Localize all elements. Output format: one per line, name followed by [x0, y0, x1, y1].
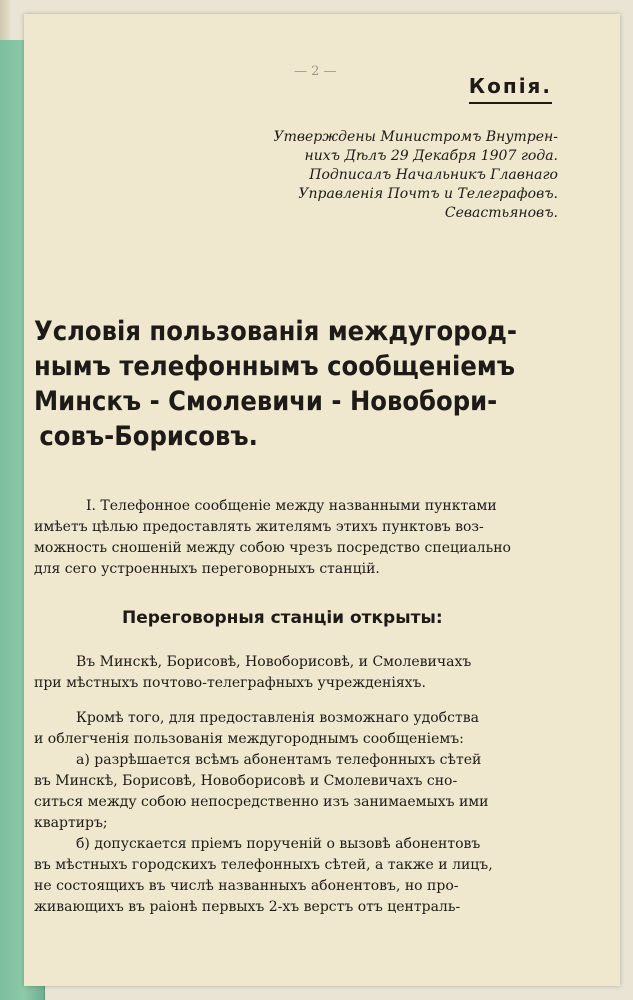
text-line: Въ Минскѣ, Борисовѣ, Новоборисовѣ, и Смолевичахъ: [76, 654, 472, 670]
text-line: Кромѣ того, для предоставленія возможнаго удобства: [76, 710, 479, 726]
section-1-paragraph: [34, 496, 562, 580]
approval-line: нихъ Дѣлъ 29 Декабря 1907 года.: [304, 148, 558, 164]
document-page: [24, 14, 620, 986]
text-line: квартиръ;: [34, 815, 108, 831]
copy-stamp: Копія.: [469, 74, 552, 104]
stations-heading: Переговорныя станціи открыты:: [122, 608, 443, 628]
text-line: для сего устроенныхъ переговорныхъ станцій.: [34, 561, 380, 577]
title-line: совъ-Борисовъ.: [39, 421, 258, 452]
text-line: не состоящихъ въ числѣ названныхъ абонентовъ, но про-: [34, 878, 459, 894]
title-line: Условія пользованія междугород-: [34, 316, 518, 347]
text-line: б) допускается пріемъ порученій о вызовѣ абонентовъ: [76, 836, 481, 852]
approval-line: Управленія Почтъ и Телеграфовъ.: [298, 186, 558, 202]
stations-paragraph: [34, 652, 562, 694]
text-line: а) разрѣшается всѣмъ абонентамъ телефонныхъ сѣтей: [76, 752, 482, 768]
approval-note: [238, 128, 558, 223]
text-line: и облегченія пользованія междугороднымъ сообщеніемъ:: [34, 731, 464, 747]
text-line: имѣетъ цѣлью предоставлять жителямъ этихъ пунктовъ воз-: [34, 519, 484, 535]
document-title: [34, 314, 520, 454]
page-number: — 2 —: [294, 64, 337, 79]
text-line: въ мѣстныхъ городскихъ телефонныхъ сѣтей, а также и лицъ,: [34, 857, 493, 873]
text-line: живающихъ въ раіонѣ первыхъ 2-хъ верстъ отъ централь-: [34, 899, 461, 915]
approval-line: Подписалъ Начальникъ Главнаго: [309, 167, 558, 183]
title-line: Минскъ - Смолевичи - Новобори-: [34, 386, 498, 417]
approval-line: Утверждены Министромъ Внутрен-: [273, 129, 558, 145]
text-line: при мѣстныхъ почтово-телеграфныхъ учрежденіяхъ.: [34, 675, 426, 691]
text-line: въ Минскѣ, Борисовѣ, Новоборисовѣ и Смолевичахъ сно-: [34, 773, 458, 789]
approval-line: Севастьяновъ.: [444, 205, 558, 221]
text-line: можность сношеній между собою чрезъ посредство специально: [34, 540, 511, 556]
convenience-paragraph: [34, 708, 562, 918]
text-line: I. Телефонное сообщеніе между названными пунктами: [86, 498, 497, 514]
text-line: ситься между собою непосредственно изъ занимаемыхъ ими: [34, 794, 489, 810]
title-line: нымъ телефоннымъ сообщеніемъ: [34, 351, 515, 382]
